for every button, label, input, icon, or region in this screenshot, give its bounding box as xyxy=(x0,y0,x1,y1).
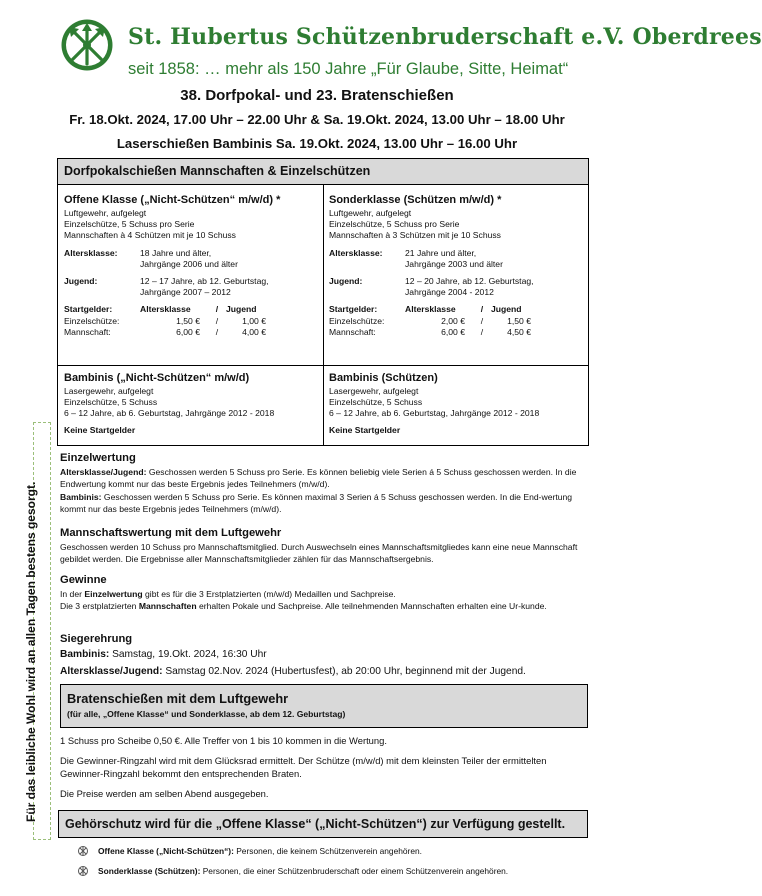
crossed-arrows-bullet-icon xyxy=(78,846,88,856)
crossed-arrows-bullet-icon xyxy=(78,866,88,876)
bambini-special-age: 6 – 12 Jahre, ab 6. Geburtstag, Jahrgänge 2012 - 2018 xyxy=(329,408,540,419)
bambini-special-title: Bambinis (Schützen) xyxy=(329,372,438,384)
gewinne-text-1b: gibt es für die 3 Erstplatzierten (m/w/d) Medaillen und Sachpreise. xyxy=(142,589,396,599)
special-age-value-1: 21 Jahre und älter, xyxy=(405,247,477,258)
bambini-special-cell xyxy=(329,371,584,436)
special-fees-col-youth: Jugend xyxy=(491,304,522,315)
special-youth-value-1: 12 – 20 Jahre, ab 12. Geburtstag, xyxy=(405,276,534,287)
gewinne-text-2b: erhalten Pokale und Sachpreise. Alle teilnehmenden Mannschaften erhalten eine Ur-kunde. xyxy=(196,601,547,612)
einzel-bambini-text: Geschossen werden 5 Schuss pro Serie. Es können maximal 3 Serien á 5 Schuss geschossen werden. In die End-wertung kommt nur das beste Ergebnis jedes Teilnehmers (m/w/d). xyxy=(60,491,573,514)
gewinne-heading: Gewinne xyxy=(60,574,107,586)
special-single-label: Einzelschütze: xyxy=(329,315,385,326)
crossed-arrows-logo-icon xyxy=(60,18,114,72)
event-title: 38. Dorfpokal- und 23. Bratenschießen xyxy=(180,87,454,104)
special-youth-key: Jugend: xyxy=(329,276,363,287)
open-fees-label: Startgelder: xyxy=(64,304,113,315)
footnote-special-label: Sonderklasse (Schützen): xyxy=(98,866,201,876)
special-class-title: Sonderklasse (Schützen m/w/d) * xyxy=(329,194,502,206)
open-age-key: Altersklasse: xyxy=(64,247,118,258)
open-single-youth: 1,00 € xyxy=(242,315,266,326)
footnote-open-class xyxy=(78,846,422,856)
einzel-age-label: Altersklasse/Jugend: xyxy=(60,467,147,477)
special-age-key: Altersklasse: xyxy=(329,247,383,258)
gewinne-teams: Mannschaften xyxy=(138,601,197,612)
siegerehrung-age-label: Altersklasse/Jugend: xyxy=(60,665,163,677)
classes-table xyxy=(57,158,589,446)
special-class-teams: Mannschaften à 3 Schützen mit je 10 Schuss xyxy=(329,230,501,241)
open-class-cell xyxy=(64,193,319,338)
bambini-open-rifle: Lasergewehr, aufgelegt xyxy=(64,386,154,396)
special-single-age: 2,00 € xyxy=(441,315,465,326)
open-class-teams: Mannschaften à 4 Schützen mit je 10 Schuss xyxy=(64,230,236,241)
open-class-single: Einzelschütze, 5 Schuss pro Serie xyxy=(64,219,195,230)
open-fees-col-youth: Jugend xyxy=(226,304,257,315)
special-class-rifle: Luftgewehr, aufgelegt xyxy=(329,208,412,218)
bambini-open-title: Bambinis („Nicht-Schützen“ m/w/d) xyxy=(64,372,250,384)
braten-prizes: Die Preise werden am selben Abend ausgegeben. xyxy=(60,788,269,799)
einzelwertung-heading: Einzelwertung xyxy=(60,452,136,464)
special-class-cell xyxy=(329,193,584,338)
open-youth-value-2: Jahrgänge 2007 – 2012 xyxy=(140,287,231,298)
special-fees-sep: / xyxy=(480,304,484,315)
siegerehrung-section xyxy=(60,632,590,680)
open-age-value-1: 18 Jahre und älter, xyxy=(140,247,212,258)
hearing-protection-note: Gehörschutz wird für die „Offene Klasse“ („Nicht-Schützen“) zur Verfügung gestellt. xyxy=(58,810,588,838)
braten-price: 1 Schuss pro Scheibe 0,50 €. Alle Treffer von 1 bis 10 kommen in die Wertung. xyxy=(60,735,387,746)
einzel-bambini-label: Bambinis: xyxy=(60,491,102,502)
side-note: Für das leibliche Wohl wird an allen Tagen bestens gesorgt. xyxy=(24,481,38,822)
laser-dates: Laserschießen Bambinis Sa. 19.Okt. 2024, 13.00 Uhr – 16.00 Uhr xyxy=(116,136,518,151)
open-class-age-row xyxy=(64,248,319,270)
gewinne-text-2a: Die 3 erstplatzierten xyxy=(60,601,139,612)
special-team-youth: 4,50 € xyxy=(507,326,531,337)
braten-heading: Bratenschießen mit dem Luftgewehr xyxy=(67,691,289,706)
special-single-sep: / xyxy=(480,315,484,326)
footnote-special-text: Personen, die einer Schützenbruderschaft oder einem Schützenverein angehören. xyxy=(200,866,509,876)
open-team-sep: / xyxy=(215,326,219,337)
braten-text xyxy=(60,734,590,807)
open-single-sep: / xyxy=(215,315,219,326)
special-single-youth: 1,50 € xyxy=(507,315,531,326)
siegerehrung-age-text: Samstag 02.Nov. 2024 (Hubertusfest), ab 20:00 Uhr, beginnend mit der Jugend. xyxy=(162,665,526,677)
bambini-open-single: Einzelschütze, 5 Schuss xyxy=(64,397,158,408)
braten-rules: Die Gewinner-Ringzahl wird mit dem Glücksrad ermittelt. Der Schütze (m/w/d) mit dem kleinsten Teiler der ermittelten Gewinner-Ringzahl bekommt den entsprechenden Braten. xyxy=(60,755,547,779)
special-fees-label: Startgelder: xyxy=(329,304,378,315)
bambini-open-cell xyxy=(64,371,319,436)
special-team-age: 6,00 € xyxy=(441,326,465,337)
open-fees-table xyxy=(64,304,319,338)
special-class-youth-row xyxy=(329,276,584,298)
einzel-age-text: Geschossen werden 5 Schuss pro Serie. Es können beliebig viele Serien á 5 Schuss geschossen werden. In die Endwertung kommt nur das beste Ergebnis jedes Teilnehmers (m/w/d). xyxy=(60,467,577,490)
open-team-age: 6,00 € xyxy=(176,326,200,337)
open-team-youth: 4,00 € xyxy=(242,326,266,337)
special-class-single: Einzelschütze, 5 Schuss pro Serie xyxy=(329,219,460,230)
einzelwertung-section xyxy=(60,451,590,515)
footnote-open-label: Offene Klasse („Nicht-Schützen“): xyxy=(98,846,234,856)
open-fees-sep: / xyxy=(215,304,219,315)
open-fees-col-age: Altersklasse xyxy=(140,304,191,315)
mannschaft-section xyxy=(60,526,590,566)
special-youth-value-2: Jahrgänge 2004 - 2012 xyxy=(405,287,494,298)
bambini-open-age: 6 – 12 Jahre, ab 6. Geburtstag, Jahrgänge 2012 - 2018 xyxy=(64,408,275,419)
open-youth-key: Jugend: xyxy=(64,276,98,287)
row-divider xyxy=(58,365,588,366)
gewinne-einzel: Einzelwertung xyxy=(84,589,143,599)
footnote-special-class xyxy=(78,866,508,876)
bambini-special-fee: Keine Startgelder xyxy=(329,424,401,435)
gewinne-section xyxy=(60,573,590,613)
bambini-special-rifle: Lasergewehr, aufgelegt xyxy=(329,386,419,396)
special-class-age-row xyxy=(329,248,584,270)
siegerehrung-bambini-label: Bambinis: xyxy=(60,649,110,660)
bambini-open-fee: Keine Startgelder xyxy=(64,424,136,435)
open-team-label: Mannschaft: xyxy=(64,326,111,337)
footnote-open-text: Personen, die keinem Schützenverein angehören. xyxy=(233,846,422,856)
special-team-sep: / xyxy=(480,326,484,337)
mannschaft-text: Geschossen werden 10 Schuss pro Mannschaftsmitglied. Durch Auswechseln eines Mannschaftsmitgliedes kann eine neue Mannschaft gebildet werden. Die Ergebnisse aller Mannschaftsmitglieder zählen für das Mannschaftsergebnis. xyxy=(60,542,578,565)
siegerehrung-heading: Siegerehrung xyxy=(60,633,133,645)
open-single-age: 1,50 € xyxy=(176,315,200,326)
club-name: St. Hubertus Schützenbruderschaft e.V. Oberdrees xyxy=(128,24,762,50)
special-team-label: Mannschaft: xyxy=(329,326,376,337)
open-age-value-2: Jahrgänge 2006 und älter xyxy=(140,258,238,269)
special-fees-col-age: Altersklasse xyxy=(405,304,456,315)
open-class-youth-row xyxy=(64,276,319,298)
bambini-special-single: Einzelschütze, 5 Schuss xyxy=(329,397,423,408)
braten-heading-box xyxy=(60,684,588,728)
gewinne-text-1a: In der xyxy=(60,589,85,599)
open-single-label: Einzelschütze: xyxy=(64,315,120,326)
special-age-value-2: Jahrgänge 2003 und älter xyxy=(405,258,503,269)
tagline: seit 1858: … mehr als 150 Jahre „Für Glaube, Sitte, Heimat“ xyxy=(128,60,569,78)
siegerehrung-bambini-text: Samstag, 19.Okt. 2024, 16:30 Uhr xyxy=(109,649,267,660)
mannschaft-heading: Mannschaftswertung mit dem Luftgewehr xyxy=(60,527,282,539)
classes-table-heading: Dorfpokalschießen Mannschaften & Einzelschützen xyxy=(58,159,588,185)
open-youth-value-1: 12 – 17 Jahre, ab 12. Geburtstag, xyxy=(140,276,269,287)
event-dates: Fr. 18.Okt. 2024, 17.00 Uhr – 22.00 Uhr & Sa. 19.Okt. 2024, 13.00 Uhr – 18.00 Uhr xyxy=(69,112,565,127)
special-fees-table xyxy=(329,304,584,338)
column-divider xyxy=(323,185,324,445)
braten-subheading: (für alle, „Offene Klasse“ und Sonderklasse, ab dem 12. Geburtstag) xyxy=(67,709,346,719)
open-class-title: Offene Klasse („Nicht-Schützen“ m/w/d) * xyxy=(64,194,281,206)
open-class-rifle: Luftgewehr, aufgelegt xyxy=(64,208,147,218)
